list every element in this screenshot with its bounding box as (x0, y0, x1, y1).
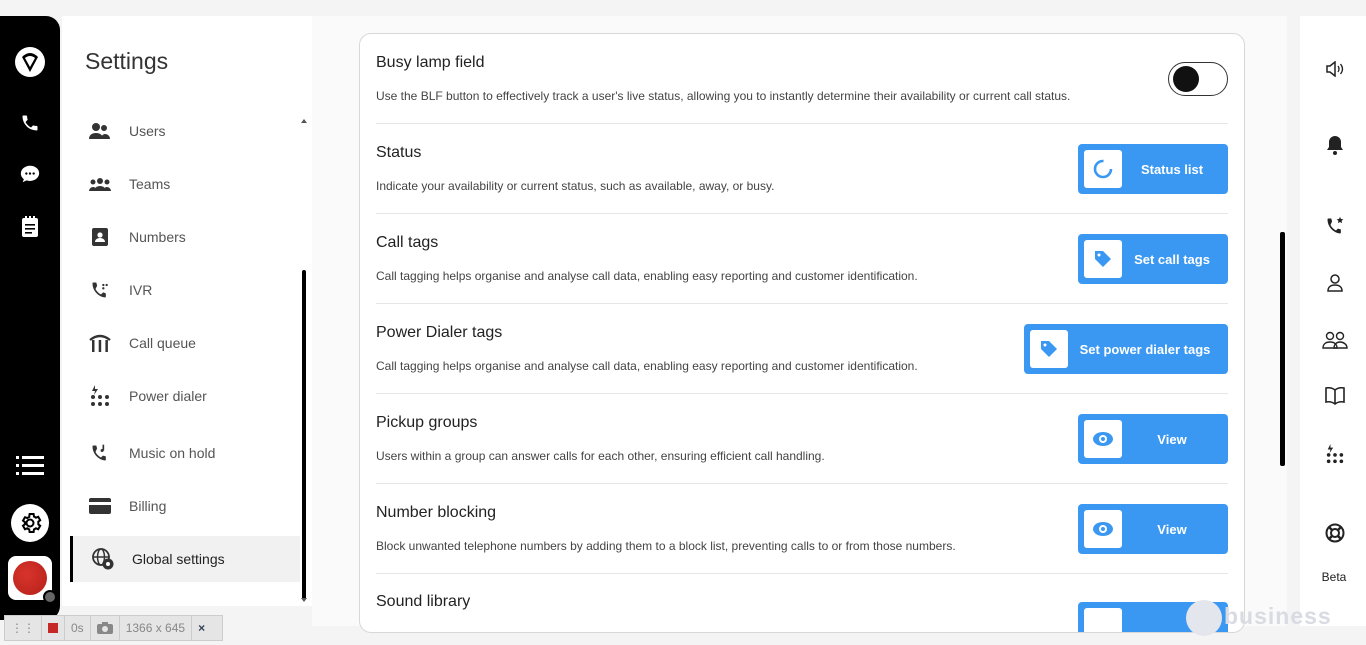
sidebar-item-label: Teams (129, 176, 171, 192)
sidebar-item-label: Music on hold (129, 445, 216, 461)
settings-gear-button[interactable] (11, 504, 49, 542)
sidebar-item-label: Users (129, 123, 166, 139)
button-label: View (1157, 521, 1187, 537)
setting-description: Users within a group can answer calls for each other, ensuring efficient call handling. (376, 449, 825, 463)
capture-size: 1366 x 645 (120, 616, 192, 640)
eye-icon (1084, 420, 1122, 458)
pickup-groups-view-button[interactable] (1078, 414, 1228, 464)
sidebar-item-billing[interactable] (70, 483, 300, 529)
setting-row-status (376, 124, 1228, 214)
sidebar-item-call-queue[interactable] (70, 320, 300, 366)
setting-description: Call tagging helps organise and analyse call data, enabling easy reporting and customer identification. (376, 269, 918, 283)
page-title: Settings (85, 48, 169, 74)
button-label: Status list (1140, 161, 1204, 177)
right-rail (1300, 16, 1366, 626)
setting-title: Pickup groups (376, 414, 478, 431)
phone-star-icon[interactable] (1300, 211, 1366, 241)
app-rail (0, 16, 60, 620)
setting-row-pickup-groups (376, 394, 1228, 484)
status-check-icon (43, 590, 57, 604)
stop-icon (48, 623, 58, 633)
contact-card-icon (80, 228, 120, 246)
brand-watermark: business (1186, 600, 1332, 636)
sidebar-item-label: Billing (129, 498, 167, 514)
main-scroll-thumb[interactable] (1280, 232, 1285, 466)
book-icon[interactable] (1300, 381, 1366, 411)
record-time: 0s (65, 616, 91, 640)
users-icon (80, 122, 120, 140)
set-call-tags-button[interactable] (1078, 234, 1228, 284)
user-avatar[interactable] (8, 556, 52, 600)
setting-title: Sound library (376, 593, 471, 610)
global-settings-icon (83, 548, 123, 570)
menu-list-icon[interactable] (0, 450, 60, 480)
contact-icon[interactable] (1300, 268, 1366, 298)
setting-description: Use the BLF button to effectively track a user's live status, allowing you to instantly determine their availability or current call status. (376, 89, 1071, 103)
settings-sidebar (62, 16, 312, 606)
sidebar-scroll-thumb[interactable] (302, 270, 306, 600)
status-ring-icon (1084, 150, 1122, 188)
setting-description: Block unwanted telephone numbers by adding them to a block list, preventing calls to or from those numbers. (376, 539, 956, 553)
main-scrollbar[interactable] (1278, 34, 1286, 620)
tag-icon (1084, 240, 1122, 278)
music-on-hold-icon (80, 443, 120, 463)
recorder-toolbar (4, 615, 223, 641)
blf-toggle[interactable] (1168, 62, 1228, 96)
dialpad-icon[interactable] (1300, 439, 1366, 469)
close-icon[interactable]: × (198, 621, 206, 635)
app-logo-icon[interactable] (0, 47, 60, 77)
setting-row-call-tags (376, 214, 1228, 304)
sidebar-scrollbar[interactable] (300, 116, 308, 602)
sidebar-item-ivr[interactable] (70, 267, 300, 313)
setting-row-power-dialer-tags (376, 304, 1228, 394)
setting-description: Indicate your availability or current status, such as available, away, or busy. (376, 179, 775, 193)
scroll-down-icon[interactable] (301, 598, 307, 602)
ivr-phone-icon (80, 280, 120, 300)
sidebar-item-global-settings[interactable] (70, 536, 300, 582)
lifebuoy-icon[interactable] (1300, 518, 1366, 548)
call-queue-icon (80, 334, 120, 352)
button-label: Set call tags (1134, 251, 1210, 267)
setting-title: Call tags (376, 234, 439, 251)
phone-icon[interactable] (0, 108, 60, 138)
sidebar-item-label: Numbers (129, 229, 186, 245)
setting-row-busy-lamp-field (376, 34, 1228, 124)
notes-icon[interactable] (0, 212, 60, 242)
button-label: View (1157, 431, 1187, 447)
setting-row-number-blocking (376, 484, 1228, 574)
gear-icon (18, 511, 42, 535)
global-settings-panel (359, 33, 1245, 633)
chat-icon[interactable] (0, 159, 60, 189)
toggle-knob (1173, 66, 1199, 92)
sidebar-item-numbers[interactable] (70, 214, 300, 260)
sidebar-item-music-on-hold[interactable] (70, 430, 300, 476)
scroll-up-icon[interactable] (301, 119, 307, 123)
status-list-button[interactable] (1078, 144, 1228, 194)
number-blocking-view-button[interactable] (1078, 504, 1228, 554)
power-dialer-icon (80, 385, 120, 407)
setting-title: Status (376, 144, 422, 161)
button-label: Set power dialer tags (1079, 341, 1211, 357)
record-stop-button[interactable] (42, 616, 65, 640)
setting-row-sound-library (376, 574, 1228, 633)
drag-handle-icon[interactable]: ⋮⋮ (5, 616, 42, 640)
camera-icon[interactable] (91, 616, 120, 640)
set-power-dialer-tags-button[interactable] (1024, 324, 1228, 374)
sidebar-item-power-dialer[interactable] (70, 373, 300, 419)
sidebar-item-users[interactable] (70, 108, 300, 154)
sidebar-item-label: Power dialer (129, 388, 207, 404)
bell-icon[interactable] (1300, 130, 1366, 160)
setting-title: Busy lamp field (376, 54, 485, 71)
tag-icon (1030, 330, 1068, 368)
setting-title: Number blocking (376, 504, 497, 521)
eye-icon (1084, 510, 1122, 548)
speaker-icon[interactable] (1300, 54, 1366, 84)
teams-icon (80, 177, 120, 191)
eye-icon (1084, 608, 1122, 633)
billing-card-icon (80, 498, 120, 514)
sidebar-item-teams[interactable] (70, 161, 300, 207)
sidebar-item-label: Call queue (129, 335, 196, 351)
setting-description: Call tagging helps organise and analyse call data, enabling easy reporting and customer identification. (376, 359, 918, 373)
watermark-logo-icon (1186, 600, 1222, 636)
setting-title: Power Dialer tags (376, 324, 503, 341)
sidebar-item-label: IVR (129, 282, 153, 298)
sidebar-item-label: Global settings (132, 551, 225, 567)
group-icon[interactable] (1300, 325, 1366, 355)
beta-label: Beta (1321, 570, 1347, 584)
